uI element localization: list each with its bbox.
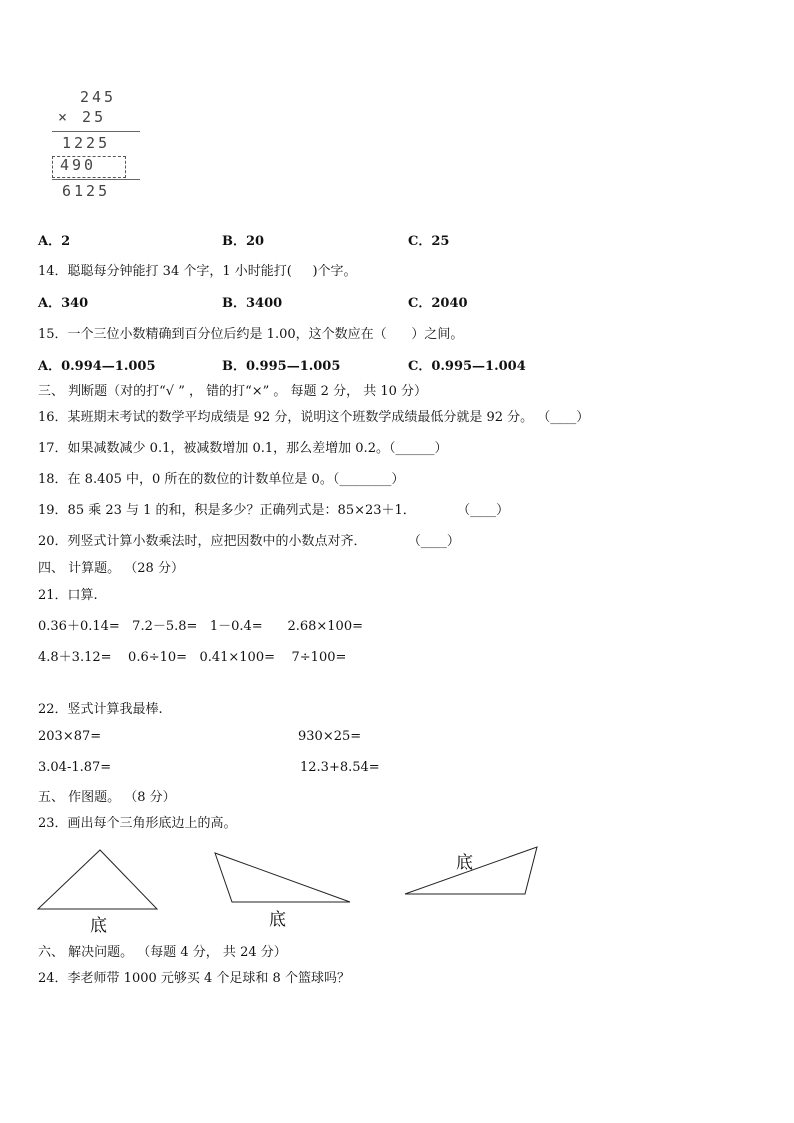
q14-option-c: C．2040: [408, 296, 468, 311]
q14-option-a: A．340: [38, 296, 89, 311]
q15-text: 15．一个三位小数精确到百分位后约是 1.00，这个数应在（ ）之间。: [38, 327, 464, 342]
rule-1: [52, 131, 140, 132]
section-4-heading: 四、 计算题。 （28 分）: [38, 561, 184, 576]
section-3-heading: 三、 判断题（对的打“√ ” ， 错的打“×” 。 每题 2 分， 共 10 分）: [38, 384, 428, 399]
q22-text: 22．竖式计算我最棒.: [38, 702, 163, 717]
product: 6125: [62, 182, 111, 200]
base-label-3: 底: [456, 853, 473, 873]
q14-option-b: B．3400: [222, 296, 283, 311]
base-label-2: 底: [269, 910, 286, 930]
rule-2: [52, 179, 140, 180]
q14-text: 14．聪聪每分钟能打 34 个字，1 小时能打( )个字。: [38, 264, 357, 279]
partial-product-1: 1225: [62, 134, 111, 152]
q15-option-c: C．0.995—1.004: [408, 359, 526, 374]
multiplication-figure: [50, 88, 150, 203]
base-label-1: 底: [90, 916, 107, 936]
triangle-drawings: [0, 840, 794, 940]
vertical-calc-1: 203×87=: [38, 729, 102, 744]
q23-text: 23．画出每个三角形底边上的高。: [38, 816, 237, 831]
vertical-calc-4: 12.3+8.54=: [300, 760, 380, 775]
q17-text: 17．如果减数减少 0.1，被减数增加 0.1，那么差增加 0.2。（______）: [38, 441, 448, 456]
q18-text: 18．在 8.405 中，0 所在的数位的计数单位是 0。（________）: [38, 472, 405, 487]
q13-option-b: B．20: [222, 234, 265, 249]
partial-product-2: 490: [60, 156, 97, 174]
vertical-calc-3: 3.04-1.87=: [38, 760, 112, 775]
section-6-heading: 六、 解决问题。 （每题 4 分， 共 24 分）: [38, 945, 287, 960]
q13-option-a: A．2: [38, 234, 71, 249]
triangle-2: [215, 853, 350, 902]
oral-calc-row-1: 0.36＋0.14= 7.2－5.8= 1－0.4= 2.68×100=: [38, 619, 363, 634]
q16-text: 16．某班期末考试的数学平均成绩是 92 分，说明这个班数学成绩最低分就是 92 分。 （____）: [38, 410, 590, 425]
q13-option-c: C．25: [408, 234, 450, 249]
multiplier: × 25: [58, 108, 107, 126]
q15-option-b: B．0.995—1.005: [222, 359, 341, 374]
q20-text: 20．列竖式计算小数乘法时，应把因数中的小数点对齐． （____）: [38, 534, 460, 549]
vertical-calc-2: 930×25=: [298, 729, 362, 744]
q15-option-a: A．0.994—1.005: [38, 359, 156, 374]
oral-calc-row-2: 4.8＋3.12= 0.6÷10= 0.41×100= 7÷100=: [38, 650, 347, 665]
section-5-heading: 五、 作图题。 （8 分）: [38, 790, 176, 805]
q19-text: 19．85 乘 23 与 1 的和，积是多少？正确列式是：85×23＋1． （____）: [38, 503, 510, 518]
multiplicand: 245: [80, 88, 117, 106]
q21-text: 21．口算.: [38, 588, 98, 603]
q24-text: 24．李老师带 1000 元够买 4 个足球和 8 个篮球吗？: [38, 971, 350, 986]
triangle-1: [38, 850, 157, 909]
